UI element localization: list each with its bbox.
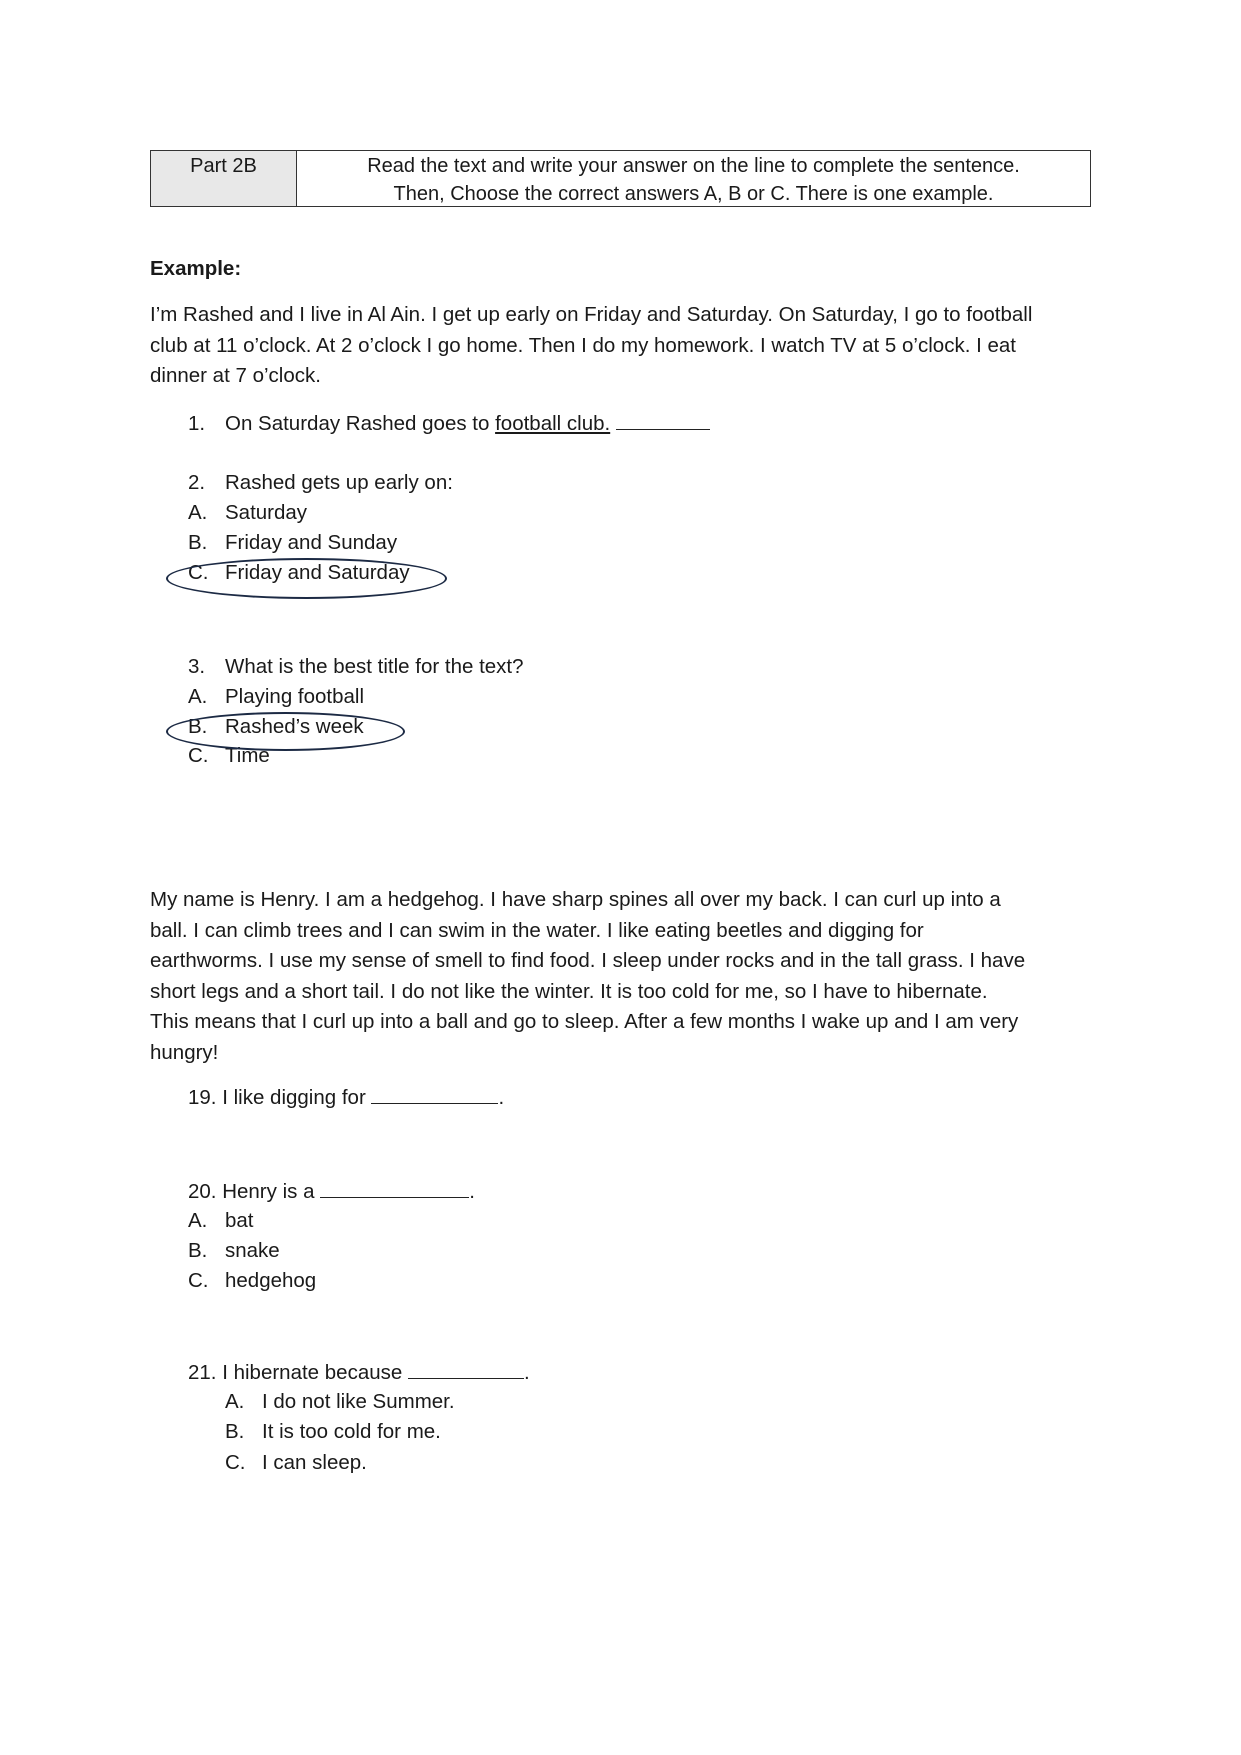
option-2a	[188, 501, 307, 525]
question-number: 3.	[188, 655, 206, 678]
option-letter: B.	[188, 715, 208, 738]
option-2b	[188, 531, 397, 555]
option-text: bat	[225, 1209, 254, 1232]
passage-line-3: earthworms. I use my sense of smell to find food. I sleep under rocks and in the tall grass. I have	[150, 949, 1026, 972]
option-21b[interactable]	[225, 1420, 441, 1444]
question-text: On Saturday Rashed goes to	[225, 412, 496, 435]
example-line-3: dinner at 7 o’clock.	[150, 364, 321, 387]
example-heading: Example:	[150, 257, 242, 280]
question-text: Henry is a	[222, 1180, 321, 1203]
option-text: Friday and Saturday	[225, 561, 410, 584]
passage-line-5: This means that I curl up into a ball and go to sleep. After a few months I wake up and I am very	[150, 1010, 1019, 1033]
option-letter: C.	[225, 1451, 246, 1474]
passage-line-4: short legs and a short tail. I do not like the winter. It is too cold for me, so I have to hibernate.	[150, 979, 988, 1003]
option-letter: A.	[225, 1390, 245, 1413]
question-text: I like digging for	[222, 1086, 372, 1109]
question-21	[188, 1360, 530, 1385]
question-number: 20.	[188, 1180, 217, 1203]
question-text: Rashed gets up early on:	[225, 471, 453, 494]
option-text: hedgehog	[225, 1269, 317, 1292]
answer-line[interactable]	[371, 1085, 498, 1104]
example-answer: football club.	[495, 412, 611, 435]
part-label: Part 2B	[151, 151, 297, 206]
option-text: I can sleep.	[262, 1451, 367, 1474]
question-number: 19.	[188, 1086, 217, 1109]
example-line-2: club at 11 o’clock. At 2 o’clock I go home. Then I do my homework. I watch TV at 5 o’clock. I eat	[150, 333, 1016, 357]
example-line-1: I’m Rashed and I live in Al Ain. I get up early on Friday and Saturday. On Saturday, I go to football	[150, 303, 1033, 326]
sentence-end: .	[523, 1361, 530, 1384]
option-text: Rashed’s week	[225, 715, 364, 738]
option-letter: C.	[188, 744, 209, 767]
instruction-table	[150, 150, 1091, 207]
answer-line[interactable]	[408, 1360, 524, 1379]
question-number: 1.	[188, 412, 206, 435]
option-letter: B.	[225, 1420, 245, 1443]
answer-circle	[166, 712, 405, 751]
passage-line-6: hungry!	[150, 1040, 219, 1064]
answer-line[interactable]	[320, 1179, 469, 1198]
example-question-3	[188, 655, 524, 679]
option-text: It is too cold for me.	[262, 1420, 441, 1443]
option-letter: A.	[188, 685, 208, 708]
passage-line-1: My name is Henry. I am a hedgehog. I have sharp spines all over my back. I can curl up into a	[150, 888, 1001, 911]
question-19	[188, 1085, 504, 1110]
option-text: Playing football	[225, 685, 365, 708]
option-21a[interactable]	[225, 1390, 455, 1414]
option-letter: C.	[188, 561, 209, 584]
option-text: snake	[225, 1239, 280, 1262]
question-text: I hibernate because	[222, 1361, 408, 1384]
instruction-line-1: Read the text and write your answer on the line to complete the sentence.	[367, 155, 1020, 177]
option-text: I do not like Summer.	[262, 1390, 455, 1413]
reading-passage	[150, 885, 1090, 1068]
instruction-line-2: Then, Choose the correct answers A, B or C. There is one example.	[393, 183, 994, 205]
option-20b[interactable]	[188, 1239, 280, 1263]
passage-line-2: ball. I can climb trees and I can swim in the water. I like eating beetles and digging for	[150, 918, 924, 942]
question-number: 2.	[188, 471, 206, 494]
example-question-1	[188, 411, 710, 436]
question-number: 21.	[188, 1361, 217, 1384]
option-letter: C.	[188, 1269, 209, 1292]
option-letter: A.	[188, 1209, 208, 1232]
option-letter: B.	[188, 1239, 208, 1262]
answer-circle	[166, 558, 447, 599]
answer-line	[616, 411, 710, 430]
option-letter: A.	[188, 501, 208, 524]
instruction-text	[297, 151, 1090, 206]
option-text: Friday and Sunday	[225, 531, 398, 554]
example-question-2	[188, 471, 453, 495]
option-21c[interactable]	[225, 1451, 367, 1475]
option-20c[interactable]	[188, 1269, 316, 1293]
sentence-end: .	[469, 1180, 475, 1203]
question-text: What is the best title for the text?	[225, 655, 524, 678]
sentence-end: .	[498, 1086, 505, 1109]
option-20a[interactable]	[188, 1209, 254, 1233]
option-3a	[188, 685, 364, 709]
option-letter: B.	[188, 531, 208, 554]
question-20	[188, 1179, 475, 1204]
option-text: Time	[225, 744, 270, 767]
example-paragraph	[150, 300, 1090, 392]
option-text: Saturday	[225, 501, 308, 524]
